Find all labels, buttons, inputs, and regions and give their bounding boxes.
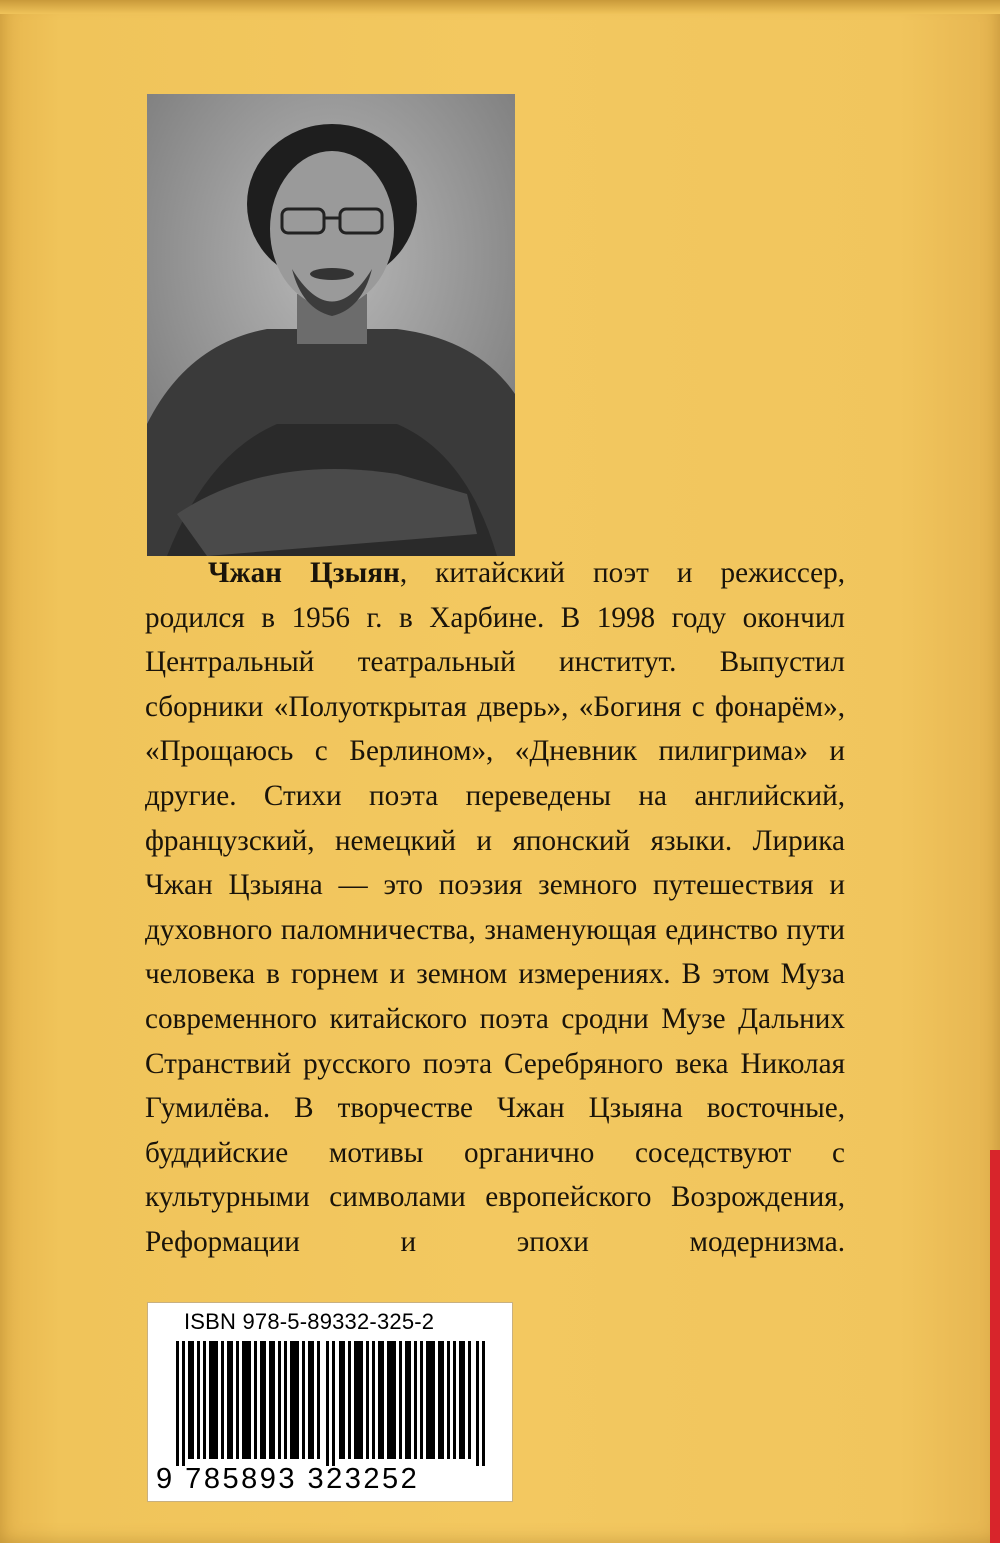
author-biography xyxy=(145,551,845,1265)
biography-paragraph xyxy=(145,551,845,1265)
cover-top-edge xyxy=(0,0,1000,14)
author-portrait-image xyxy=(147,94,515,556)
isbn-barcode-label xyxy=(148,1303,512,1501)
author-photo xyxy=(147,94,515,556)
author-name: Чжан Цзыян xyxy=(208,557,400,589)
isbn-number: ISBN 978-5-89332-325-2 xyxy=(184,1309,435,1334)
barcode-icon xyxy=(176,1341,494,1466)
biography-text: , китайский поэт и режиссер, родился в 1956 г. в Харбине. В 1998 году окончил Центральный театральный институт. Выпустил сборники «Полуоткрытая дверь», «Богиня с фонарём», «Прощаюсь с Берлином», «Дневник пилигрима» и другие. Стихи поэта переведены на английский, французский, немецкий и японский языки. Лирика Чжан Цзыяна — это поэзия земного путешествия и духовного паломничества, знаменующая единство пути человека в горнем и земном измерениях. В этом Муза современного китайского поэта сродни Музе Дальних Странствий русского поэта Серебряного века Николая Гумилёва. В творчестве Чжан Цзыяна восточные, буддийские мотивы органично соседствуют с культурными символами европейского Возрождения, Реформации и эпохи модернизма. xyxy=(145,557,845,1258)
red-spine-strip xyxy=(990,1150,1000,1543)
barcode-digits: 9 785893 323252 xyxy=(156,1463,420,1495)
